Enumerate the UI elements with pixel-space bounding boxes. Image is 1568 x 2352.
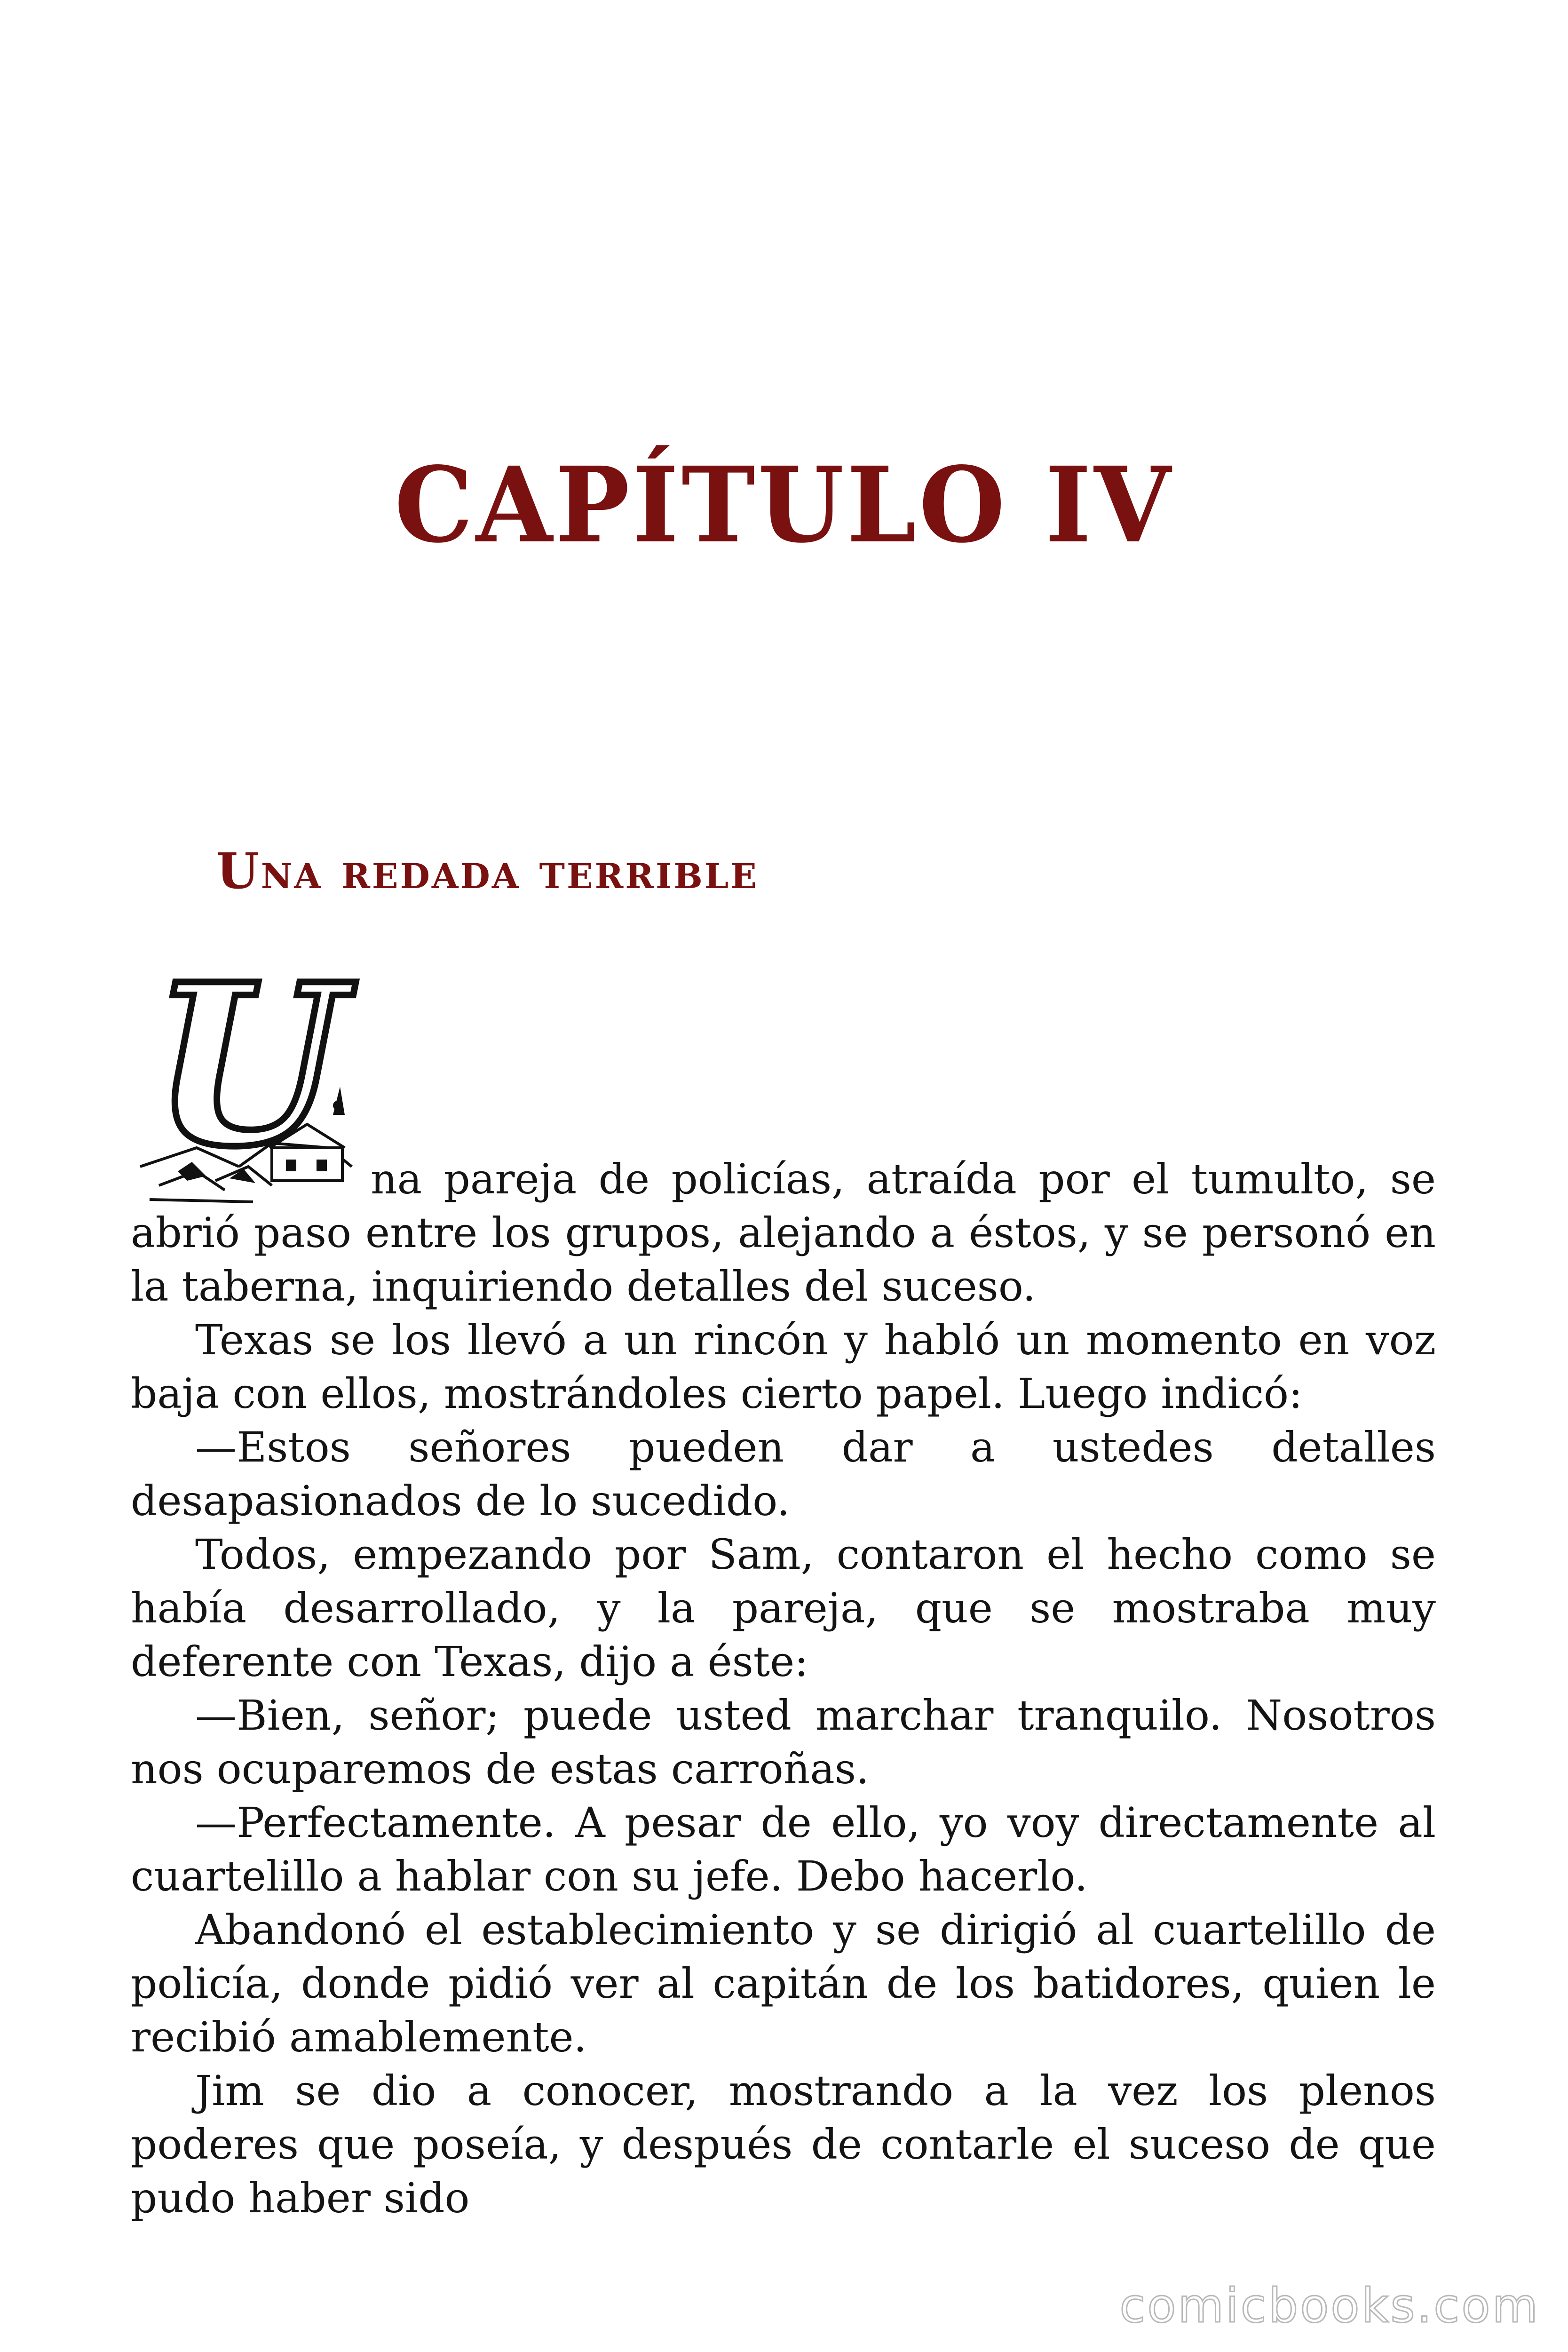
drop-cap-letter: U <box>152 946 345 1195</box>
chapter-title: CAPÍTULO IV <box>394 444 1174 566</box>
paragraph: —Estos señores pueden dar a ustedes detalles desapasionados de lo sucedido. <box>131 1423 1436 1525</box>
watermark: comicbooks.com <box>1119 2278 1540 2333</box>
paragraph: Abandonó el establecimiento y se dirigió al cuartelillo de policía, donde pidió ver al capitán de los batidores, quien le recibió amablemente. <box>131 1906 1436 2061</box>
paragraph: —Bien, señor; puede usted marchar tranquilo. Nosotros nos ocuparemos de estas carroñas. <box>131 1691 1436 1793</box>
paragraph: na pareja de policías, atraída por el tumulto, se abrió paso entre los grupos, alejando a éstos, y se personó en la taberna, inquiriendo detalles del suceso. <box>131 1155 1436 1311</box>
paragraph: —Perfectamente. A pesar de ello, yo voy directamente al cuartelillo a hablar con su jefe. Debo hacerlo. <box>131 1798 1436 1900</box>
paragraph: Texas se los llevó a un rincón y habló un momento en voz baja con ellos, mostrándoles cierto papel. Luego indicó: <box>131 1316 1436 1418</box>
paragraph: Todos, empezando por Sam, contaron el hecho como se había desarrollado, y la pareja, que se mostraba muy deferente con Texas, dijo a éste: <box>131 1530 1436 1686</box>
section-title: Una redada terrible <box>216 842 759 900</box>
chapter-body <box>131 1152 1436 2225</box>
paragraph: Jim se dio a conocer, mostrando a la vez los plenos poderes que poseía, y después de contarle el suceso de que pudo haber sido <box>131 2066 1436 2222</box>
